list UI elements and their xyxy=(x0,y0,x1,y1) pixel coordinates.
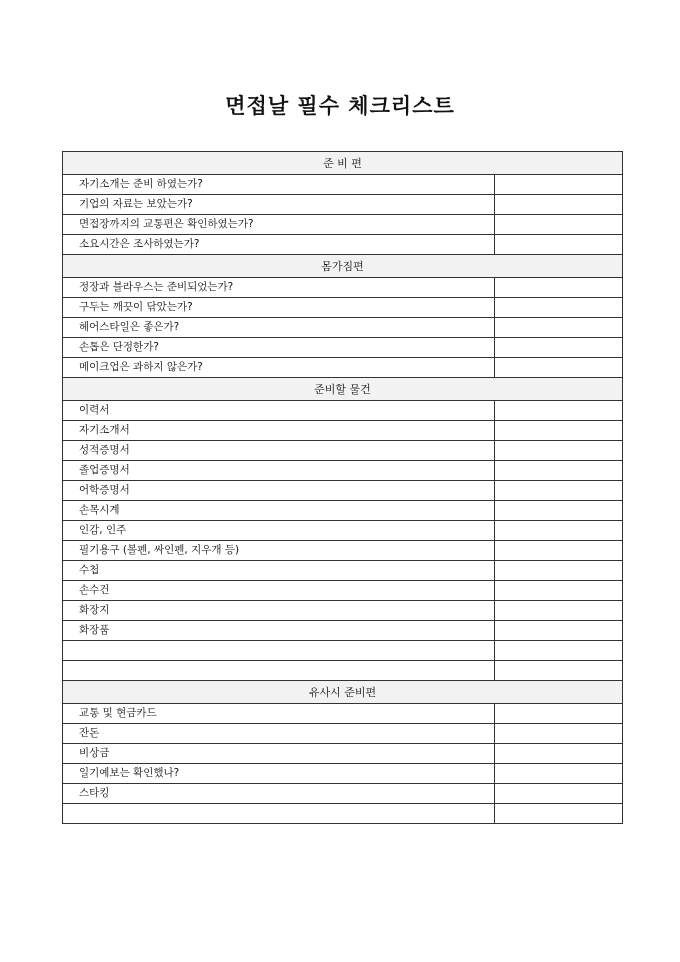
check-cell[interactable] xyxy=(495,561,623,581)
checklist-item-label: 일기예보는 확인했나? xyxy=(63,764,495,784)
checklist-row xyxy=(63,784,623,804)
checklist-item-label: 교통 및 현금카드 xyxy=(63,704,495,724)
checklist-item-label xyxy=(63,661,495,681)
page-title: 면접날 필수 체크리스트 xyxy=(225,94,455,118)
check-cell[interactable] xyxy=(495,278,623,298)
checklist-row xyxy=(63,541,623,561)
checklist-row xyxy=(63,235,623,255)
checklist-item-label: 손톱은 단정한가? xyxy=(63,338,495,358)
checklist-row xyxy=(63,661,623,681)
checklist-row xyxy=(63,581,623,601)
checklist-row xyxy=(63,278,623,298)
checklist-row xyxy=(63,641,623,661)
checklist-item-label: 필기용구 (볼펜, 싸인펜, 지우개 등) xyxy=(63,541,495,561)
checklist-row xyxy=(63,764,623,784)
checklist-row xyxy=(63,175,623,195)
checklist-item-label: 이력서 xyxy=(63,401,495,421)
checklist-item-label: 손수건 xyxy=(63,581,495,601)
checklist-row xyxy=(63,481,623,501)
checklist-row xyxy=(63,501,623,521)
check-cell[interactable] xyxy=(495,318,623,338)
checklist-row xyxy=(63,621,623,641)
check-cell[interactable] xyxy=(495,401,623,421)
section-heading: 준비할 물건 xyxy=(63,378,623,401)
check-cell[interactable] xyxy=(495,338,623,358)
checklist-item-label xyxy=(63,641,495,661)
check-cell[interactable] xyxy=(495,461,623,481)
check-cell[interactable] xyxy=(495,235,623,255)
checklist-row xyxy=(63,724,623,744)
checklist-item-label: 어학증명서 xyxy=(63,481,495,501)
check-cell[interactable] xyxy=(495,704,623,724)
check-cell[interactable] xyxy=(495,621,623,641)
checklist-row xyxy=(63,744,623,764)
checklist-item-label: 자기소개는 준비 하였는가? xyxy=(63,175,495,195)
checklist-item-label: 헤어스타일은 좋은가? xyxy=(63,318,495,338)
checklist-item-label: 성적증명서 xyxy=(63,441,495,461)
checklist-row xyxy=(63,318,623,338)
checklist-table xyxy=(62,151,623,824)
check-cell[interactable] xyxy=(495,421,623,441)
section-heading: 유사시 준비편 xyxy=(63,681,623,704)
checklist-item-label: 화장품 xyxy=(63,621,495,641)
checklist-item-label: 면접장까지의 교통편은 확인하였는가? xyxy=(63,215,495,235)
checklist-item-label: 화장지 xyxy=(63,601,495,621)
checklist-row xyxy=(63,421,623,441)
section-heading: 몸가짐편 xyxy=(63,255,623,278)
checklist-row xyxy=(63,461,623,481)
checklist-item-label: 비상금 xyxy=(63,744,495,764)
check-cell[interactable] xyxy=(495,581,623,601)
checklist-row xyxy=(63,521,623,541)
checklist-row xyxy=(63,298,623,318)
checklist-row xyxy=(63,338,623,358)
check-cell[interactable] xyxy=(495,358,623,378)
checklist-body xyxy=(63,152,623,824)
checklist-row xyxy=(63,401,623,421)
check-cell[interactable] xyxy=(495,601,623,621)
check-cell[interactable] xyxy=(495,298,623,318)
checklist-row xyxy=(63,704,623,724)
section-header xyxy=(63,255,623,278)
checklist-item-label: 정장과 블라우스는 준비되었는가? xyxy=(63,278,495,298)
check-cell[interactable] xyxy=(495,175,623,195)
check-cell[interactable] xyxy=(495,661,623,681)
checklist-item-label: 기업의 자료는 보았는가? xyxy=(63,195,495,215)
check-cell[interactable] xyxy=(495,521,623,541)
checklist-row xyxy=(63,601,623,621)
checklist-item-label: 졸업증명서 xyxy=(63,461,495,481)
check-cell[interactable] xyxy=(495,744,623,764)
checklist-row xyxy=(63,561,623,581)
check-cell[interactable] xyxy=(495,501,623,521)
section-heading: 준 비 편 xyxy=(63,152,623,175)
check-cell[interactable] xyxy=(495,195,623,215)
checklist-row xyxy=(63,215,623,235)
checklist-item-label: 잔돈 xyxy=(63,724,495,744)
checklist-item-label xyxy=(63,804,495,824)
check-cell[interactable] xyxy=(495,541,623,561)
checklist-item-label: 수첩 xyxy=(63,561,495,581)
check-cell[interactable] xyxy=(495,215,623,235)
checklist-item-label: 인감, 인주 xyxy=(63,521,495,541)
check-cell[interactable] xyxy=(495,481,623,501)
check-cell[interactable] xyxy=(495,441,623,461)
section-header xyxy=(63,378,623,401)
check-cell[interactable] xyxy=(495,724,623,744)
checklist-item-label: 소요시간은 조사하였는가? xyxy=(63,235,495,255)
section-header xyxy=(63,681,623,704)
checklist-item-label: 손목시계 xyxy=(63,501,495,521)
checklist-item-label: 자기소개서 xyxy=(63,421,495,441)
checklist-item-label: 구두는 깨끗이 닦았는가? xyxy=(63,298,495,318)
checklist-item-label: 스타킹 xyxy=(63,784,495,804)
checklist-row xyxy=(63,804,623,824)
check-cell[interactable] xyxy=(495,784,623,804)
checklist-row xyxy=(63,358,623,378)
check-cell[interactable] xyxy=(495,641,623,661)
checklist-row xyxy=(63,441,623,461)
check-cell[interactable] xyxy=(495,804,623,824)
checklist-row xyxy=(63,195,623,215)
check-cell[interactable] xyxy=(495,764,623,784)
checklist-item-label: 메이크업은 과하지 않은가? xyxy=(63,358,495,378)
section-header xyxy=(63,152,623,175)
